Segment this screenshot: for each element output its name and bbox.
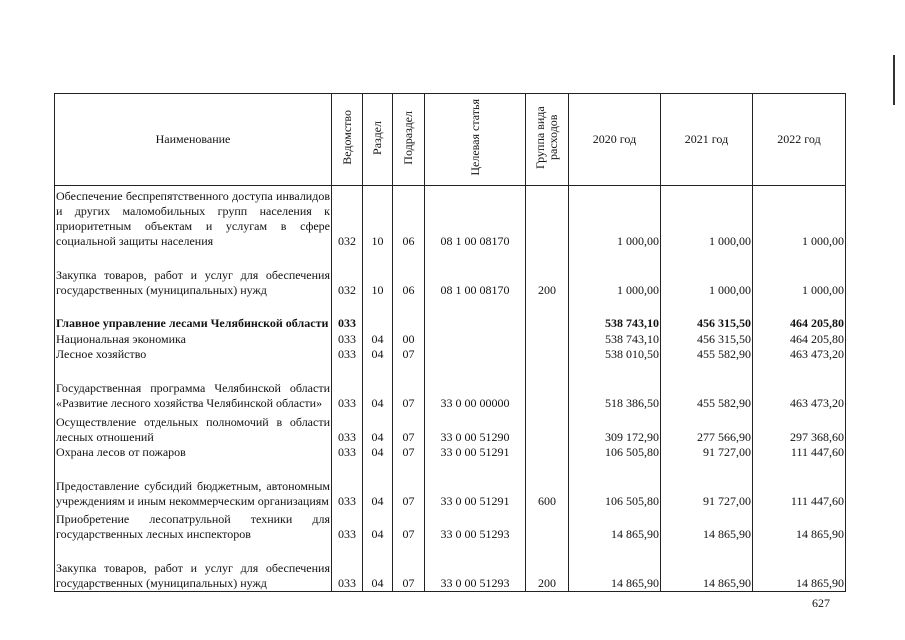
- header-2021: 2021 год: [661, 94, 753, 186]
- row-name: Осуществление отдельных полномочий в области лесных отношений: [55, 411, 332, 445]
- table-row: [55, 331, 846, 346]
- row-value-2022: 464 205,80: [753, 298, 846, 332]
- table-row: [55, 509, 846, 543]
- table-row: [55, 411, 846, 445]
- row-target: [425, 331, 526, 346]
- header-row: [55, 94, 846, 186]
- row-name: Закупка товаров, работ и услуг для обеспечения государственных (муниципальных) нужд: [55, 249, 332, 298]
- row-target: 08 1 00 08170: [425, 249, 526, 298]
- header-vedomstvo-label: Ведомство: [339, 110, 354, 165]
- row-vedomstvo: 033: [332, 298, 363, 332]
- row-vedomstvo: 033: [332, 411, 363, 445]
- table-row: [55, 445, 846, 460]
- row-value-2021: 91 727,00: [661, 460, 753, 509]
- row-value-2020: 106 505,80: [569, 460, 661, 509]
- row-vedomstvo: 032: [332, 186, 363, 249]
- table-row: [55, 249, 846, 298]
- page-number: 627: [812, 596, 830, 610]
- header-razdel-label: Раздел: [370, 120, 384, 155]
- row-podrazdel: 06: [393, 186, 425, 249]
- row-value-2020: 538 743,10: [569, 331, 661, 346]
- row-group: [526, 331, 569, 346]
- row-name: Обеспечение беспрепятственного доступа инвалидов и других маломобильных групп населения к приоритетным объектам и услугам в сфере социальной защиты населения: [55, 186, 332, 249]
- header-2022: 2022 год: [753, 94, 846, 186]
- row-value-2020: 538 010,50: [569, 347, 661, 362]
- row-group: 600: [526, 460, 569, 509]
- row-vedomstvo: 033: [332, 362, 363, 411]
- row-value-2021: 91 727,00: [661, 445, 753, 460]
- row-vedomstvo: 033: [332, 509, 363, 543]
- row-value-2021: 456 315,50: [661, 331, 753, 346]
- row-value-2022: 14 865,90: [753, 509, 846, 543]
- row-razdel: 04: [363, 362, 393, 411]
- row-value-2022: 463 473,20: [753, 362, 846, 411]
- row-name: Лесное хозяйство: [55, 347, 332, 362]
- row-group: 200: [526, 542, 569, 591]
- row-value-2021: 14 865,90: [661, 542, 753, 591]
- row-value-2020: 538 743,10: [569, 298, 661, 332]
- row-value-2021: 14 865,90: [661, 509, 753, 543]
- row-name: Главное управление лесами Челябинской области: [55, 298, 332, 332]
- row-podrazdel: 00: [393, 331, 425, 346]
- row-vedomstvo: 033: [332, 542, 363, 591]
- row-value-2021: 455 582,90: [661, 362, 753, 411]
- header-2020: 2020 год: [569, 94, 661, 186]
- row-name: Государственная программа Челябинской области «Развитие лесного хозяйства Челябинской области»: [55, 362, 332, 411]
- row-name: Закупка товаров, работ и услуг для обеспечения государственных (муниципальных) нужд: [55, 542, 332, 591]
- row-group: 200: [526, 249, 569, 298]
- row-group: [526, 186, 569, 249]
- table-row: [55, 542, 846, 591]
- page-edge-mark: [893, 55, 895, 105]
- row-razdel: 04: [363, 331, 393, 346]
- row-value-2021: 456 315,50: [661, 298, 753, 332]
- row-razdel: 04: [363, 411, 393, 445]
- table-row: [55, 460, 846, 509]
- header-podrazdel: [393, 94, 425, 186]
- row-podrazdel: 07: [393, 411, 425, 445]
- row-name: Предоставление субсидий бюджетным, автономным учреждениям и иным некоммерческим организациям: [55, 460, 332, 509]
- budget-table: [54, 93, 846, 592]
- row-podrazdel: 07: [393, 460, 425, 509]
- row-value-2020: 518 386,50: [569, 362, 661, 411]
- row-target: 08 1 00 08170: [425, 186, 526, 249]
- row-podrazdel: [393, 298, 425, 332]
- row-vedomstvo: 033: [332, 331, 363, 346]
- row-value-2021: 277 566,90: [661, 411, 753, 445]
- header-name: Наименование: [55, 94, 332, 186]
- row-group: [526, 445, 569, 460]
- row-value-2021: 455 582,90: [661, 347, 753, 362]
- row-razdel: 04: [363, 347, 393, 362]
- row-target: 33 0 00 51293: [425, 542, 526, 591]
- row-podrazdel: 07: [393, 362, 425, 411]
- row-value-2022: 111 447,60: [753, 445, 846, 460]
- row-value-2020: 1 000,00: [569, 249, 661, 298]
- row-value-2020: 14 865,90: [569, 542, 661, 591]
- header-target: [425, 94, 526, 186]
- row-name: Приобретение лесопатрульной техники для государственных лесных инспекторов: [55, 509, 332, 543]
- header-group-label: Группа вида расходов: [533, 106, 560, 169]
- row-target: [425, 298, 526, 332]
- row-group: [526, 298, 569, 332]
- row-vedomstvo: 033: [332, 445, 363, 460]
- row-value-2022: 111 447,60: [753, 460, 846, 509]
- row-vedomstvo: 033: [332, 347, 363, 362]
- header-target-label: Целевая статья: [467, 99, 482, 176]
- row-target: 33 0 00 51293: [425, 509, 526, 543]
- row-value-2020: 309 172,90: [569, 411, 661, 445]
- row-value-2022: 14 865,90: [753, 542, 846, 591]
- row-target: 33 0 00 00000: [425, 362, 526, 411]
- row-value-2022: 464 205,80: [753, 331, 846, 346]
- row-razdel: [363, 298, 393, 332]
- row-podrazdel: 07: [393, 542, 425, 591]
- row-target: 33 0 00 51291: [425, 460, 526, 509]
- row-value-2022: 297 368,60: [753, 411, 846, 445]
- row-vedomstvo: 032: [332, 249, 363, 298]
- row-group: [526, 411, 569, 445]
- row-group: [526, 509, 569, 543]
- table-row: [55, 362, 846, 411]
- row-razdel: 10: [363, 186, 393, 249]
- row-value-2022: 463 473,20: [753, 347, 846, 362]
- header-razdel: [363, 94, 393, 186]
- row-target: 33 0 00 51290: [425, 411, 526, 445]
- header-podrazdel-label: Подраздел: [401, 110, 415, 165]
- row-group: [526, 362, 569, 411]
- row-value-2020: 106 505,80: [569, 445, 661, 460]
- row-razdel: 10: [363, 249, 393, 298]
- row-value-2022: 1 000,00: [753, 186, 846, 249]
- row-value-2020: 1 000,00: [569, 186, 661, 249]
- row-group: [526, 347, 569, 362]
- row-name: Охрана лесов от пожаров: [55, 445, 332, 460]
- row-value-2022: 1 000,00: [753, 249, 846, 298]
- row-razdel: 04: [363, 509, 393, 543]
- header-vedomstvo: [332, 94, 363, 186]
- row-name: Национальная экономика: [55, 331, 332, 346]
- row-vedomstvo: 033: [332, 460, 363, 509]
- row-razdel: 04: [363, 460, 393, 509]
- row-razdel: 04: [363, 445, 393, 460]
- table-row: [55, 347, 846, 362]
- row-razdel: 04: [363, 542, 393, 591]
- row-podrazdel: 07: [393, 509, 425, 543]
- row-value-2020: 14 865,90: [569, 509, 661, 543]
- row-value-2021: 1 000,00: [661, 186, 753, 249]
- row-podrazdel: 07: [393, 347, 425, 362]
- table-row: [55, 298, 846, 332]
- row-target: 33 0 00 51291: [425, 445, 526, 460]
- row-value-2021: 1 000,00: [661, 249, 753, 298]
- header-group: [526, 94, 569, 186]
- row-podrazdel: 07: [393, 445, 425, 460]
- row-podrazdel: 06: [393, 249, 425, 298]
- table-row: [55, 186, 846, 249]
- row-target: [425, 347, 526, 362]
